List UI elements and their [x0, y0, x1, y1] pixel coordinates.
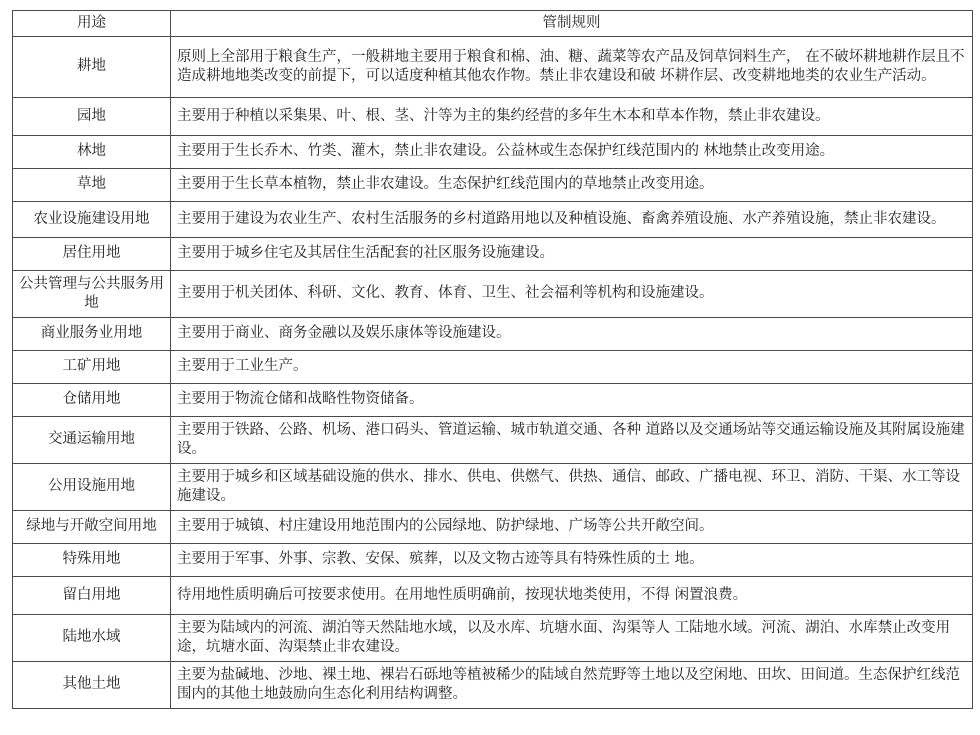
rule-cell: 主要用于物流仓储和战略性物资储备。 — [171, 384, 973, 417]
table-row — [13, 384, 973, 417]
use-cell: 公共管理与公共服务用地 — [13, 271, 171, 318]
table-row — [13, 37, 973, 98]
rule-cell: 主要用于城镇、村庄建设用地范围内的公园绿地、防护绿地、广场等公共开敞空间。 — [171, 511, 973, 544]
use-cell: 园地 — [13, 98, 171, 136]
header-rule: 管制规则 — [171, 11, 973, 37]
rule-cell: 主要用于种植以采集果、叶、根、茎、汁等为主的集约经营的多年生木本和草本作物，禁止非农建设。 — [171, 98, 973, 136]
rule-cell: 主要为陆域内的河流、湖泊等天然陆地水域，以及水库、坑塘水面、沟渠等人 工陆地水域。河流、湖泊、水库禁止改变用途，坑塘水面、沟渠禁止非农建设。 — [171, 615, 973, 662]
use-cell: 草地 — [13, 169, 171, 202]
land-use-control-rules-table — [12, 10, 973, 709]
use-cell: 其他土地 — [13, 662, 171, 709]
rule-cell: 主要用于城乡和区域基础设施的供水、排水、供电、供燃气、供热、通信、邮政、广播电视、环卫、消防、干渠、水工等设施建设。 — [171, 464, 973, 511]
table-row — [13, 351, 973, 384]
table-row — [13, 615, 973, 662]
table-row — [13, 511, 973, 544]
rule-cell: 主要用于城乡住宅及其居住生活配套的社区服务设施建设。 — [171, 238, 973, 271]
table-row — [13, 136, 973, 169]
use-cell: 仓储用地 — [13, 384, 171, 417]
use-cell: 绿地与开敞空间用地 — [13, 511, 171, 544]
table-row — [13, 318, 973, 351]
table-row — [13, 202, 973, 238]
table-row — [13, 98, 973, 136]
table-row — [13, 169, 973, 202]
use-cell: 特殊用地 — [13, 544, 171, 577]
header-use: 用途 — [13, 11, 171, 37]
use-cell: 陆地水域 — [13, 615, 171, 662]
rule-cell: 主要用于军事、外事、宗教、安保、殡葬，以及文物古迹等具有特殊性质的土 地。 — [171, 544, 973, 577]
table-row — [13, 662, 973, 709]
use-cell: 交通运输用地 — [13, 417, 171, 464]
rule-cell: 主要为盐碱地、沙地、裸土地、裸岩石砾地等植被稀少的陆域自然荒野等土地以及空闲地、田坎、田间道。生态保护红线范围内的其他土地鼓励向生态化利用结构调整。 — [171, 662, 973, 709]
table-header-row — [13, 11, 973, 37]
use-cell: 留白用地 — [13, 577, 171, 615]
use-cell: 居住用地 — [13, 238, 171, 271]
rule-cell: 主要用于商业、商务金融以及娱乐康体等设施建设。 — [171, 318, 973, 351]
use-cell: 林地 — [13, 136, 171, 169]
use-cell: 工矿用地 — [13, 351, 171, 384]
rule-cell: 主要用于铁路、公路、机场、港口码头、管道运输、城市轨道交通、各种 道路以及交通场站等交通运输设施及其附属设施建设。 — [171, 417, 973, 464]
table-row — [13, 464, 973, 511]
table-row — [13, 271, 973, 318]
rule-cell: 待用地性质明确后可按要求使用。在用地性质明确前，按现状地类使用，不得 闲置浪费。 — [171, 577, 973, 615]
use-cell: 耕地 — [13, 37, 171, 98]
rule-cell: 主要用于生长草本植物，禁止非农建设。生态保护红线范围内的草地禁止改变用途。 — [171, 169, 973, 202]
table-row — [13, 577, 973, 615]
rule-cell: 主要用于建设为农业生产、农村生活服务的乡村道路用地以及种植设施、畜禽养殖设施、水产养殖设施，禁止非农建设。 — [171, 202, 973, 238]
use-cell: 商业服务业用地 — [13, 318, 171, 351]
rule-cell: 主要用于生长乔木、竹类、灌木，禁止非农建设。公益林或生态保护红线范围内的 林地禁止改变用途。 — [171, 136, 973, 169]
table-row — [13, 238, 973, 271]
table-row — [13, 544, 973, 577]
rule-cell: 主要用于机关团体、科研、文化、教育、体育、卫生、社会福利等机构和设施建设。 — [171, 271, 973, 318]
table-row — [13, 417, 973, 464]
use-cell: 农业设施建设用地 — [13, 202, 171, 238]
use-cell: 公用设施用地 — [13, 464, 171, 511]
rule-cell: 主要用于工业生产。 — [171, 351, 973, 384]
rule-cell: 原则上全部用于粮食生产，一般耕地主要用于粮食和棉、油、糖、蔬菜等农产品及饲草饲料生产， 在不破坏耕地耕作层且不造成耕地地类改变的前提下，可以适度种植其他农作物。禁止非农建设和破 坏耕作层、改变耕地地类的农业生产活动。 — [171, 37, 973, 98]
